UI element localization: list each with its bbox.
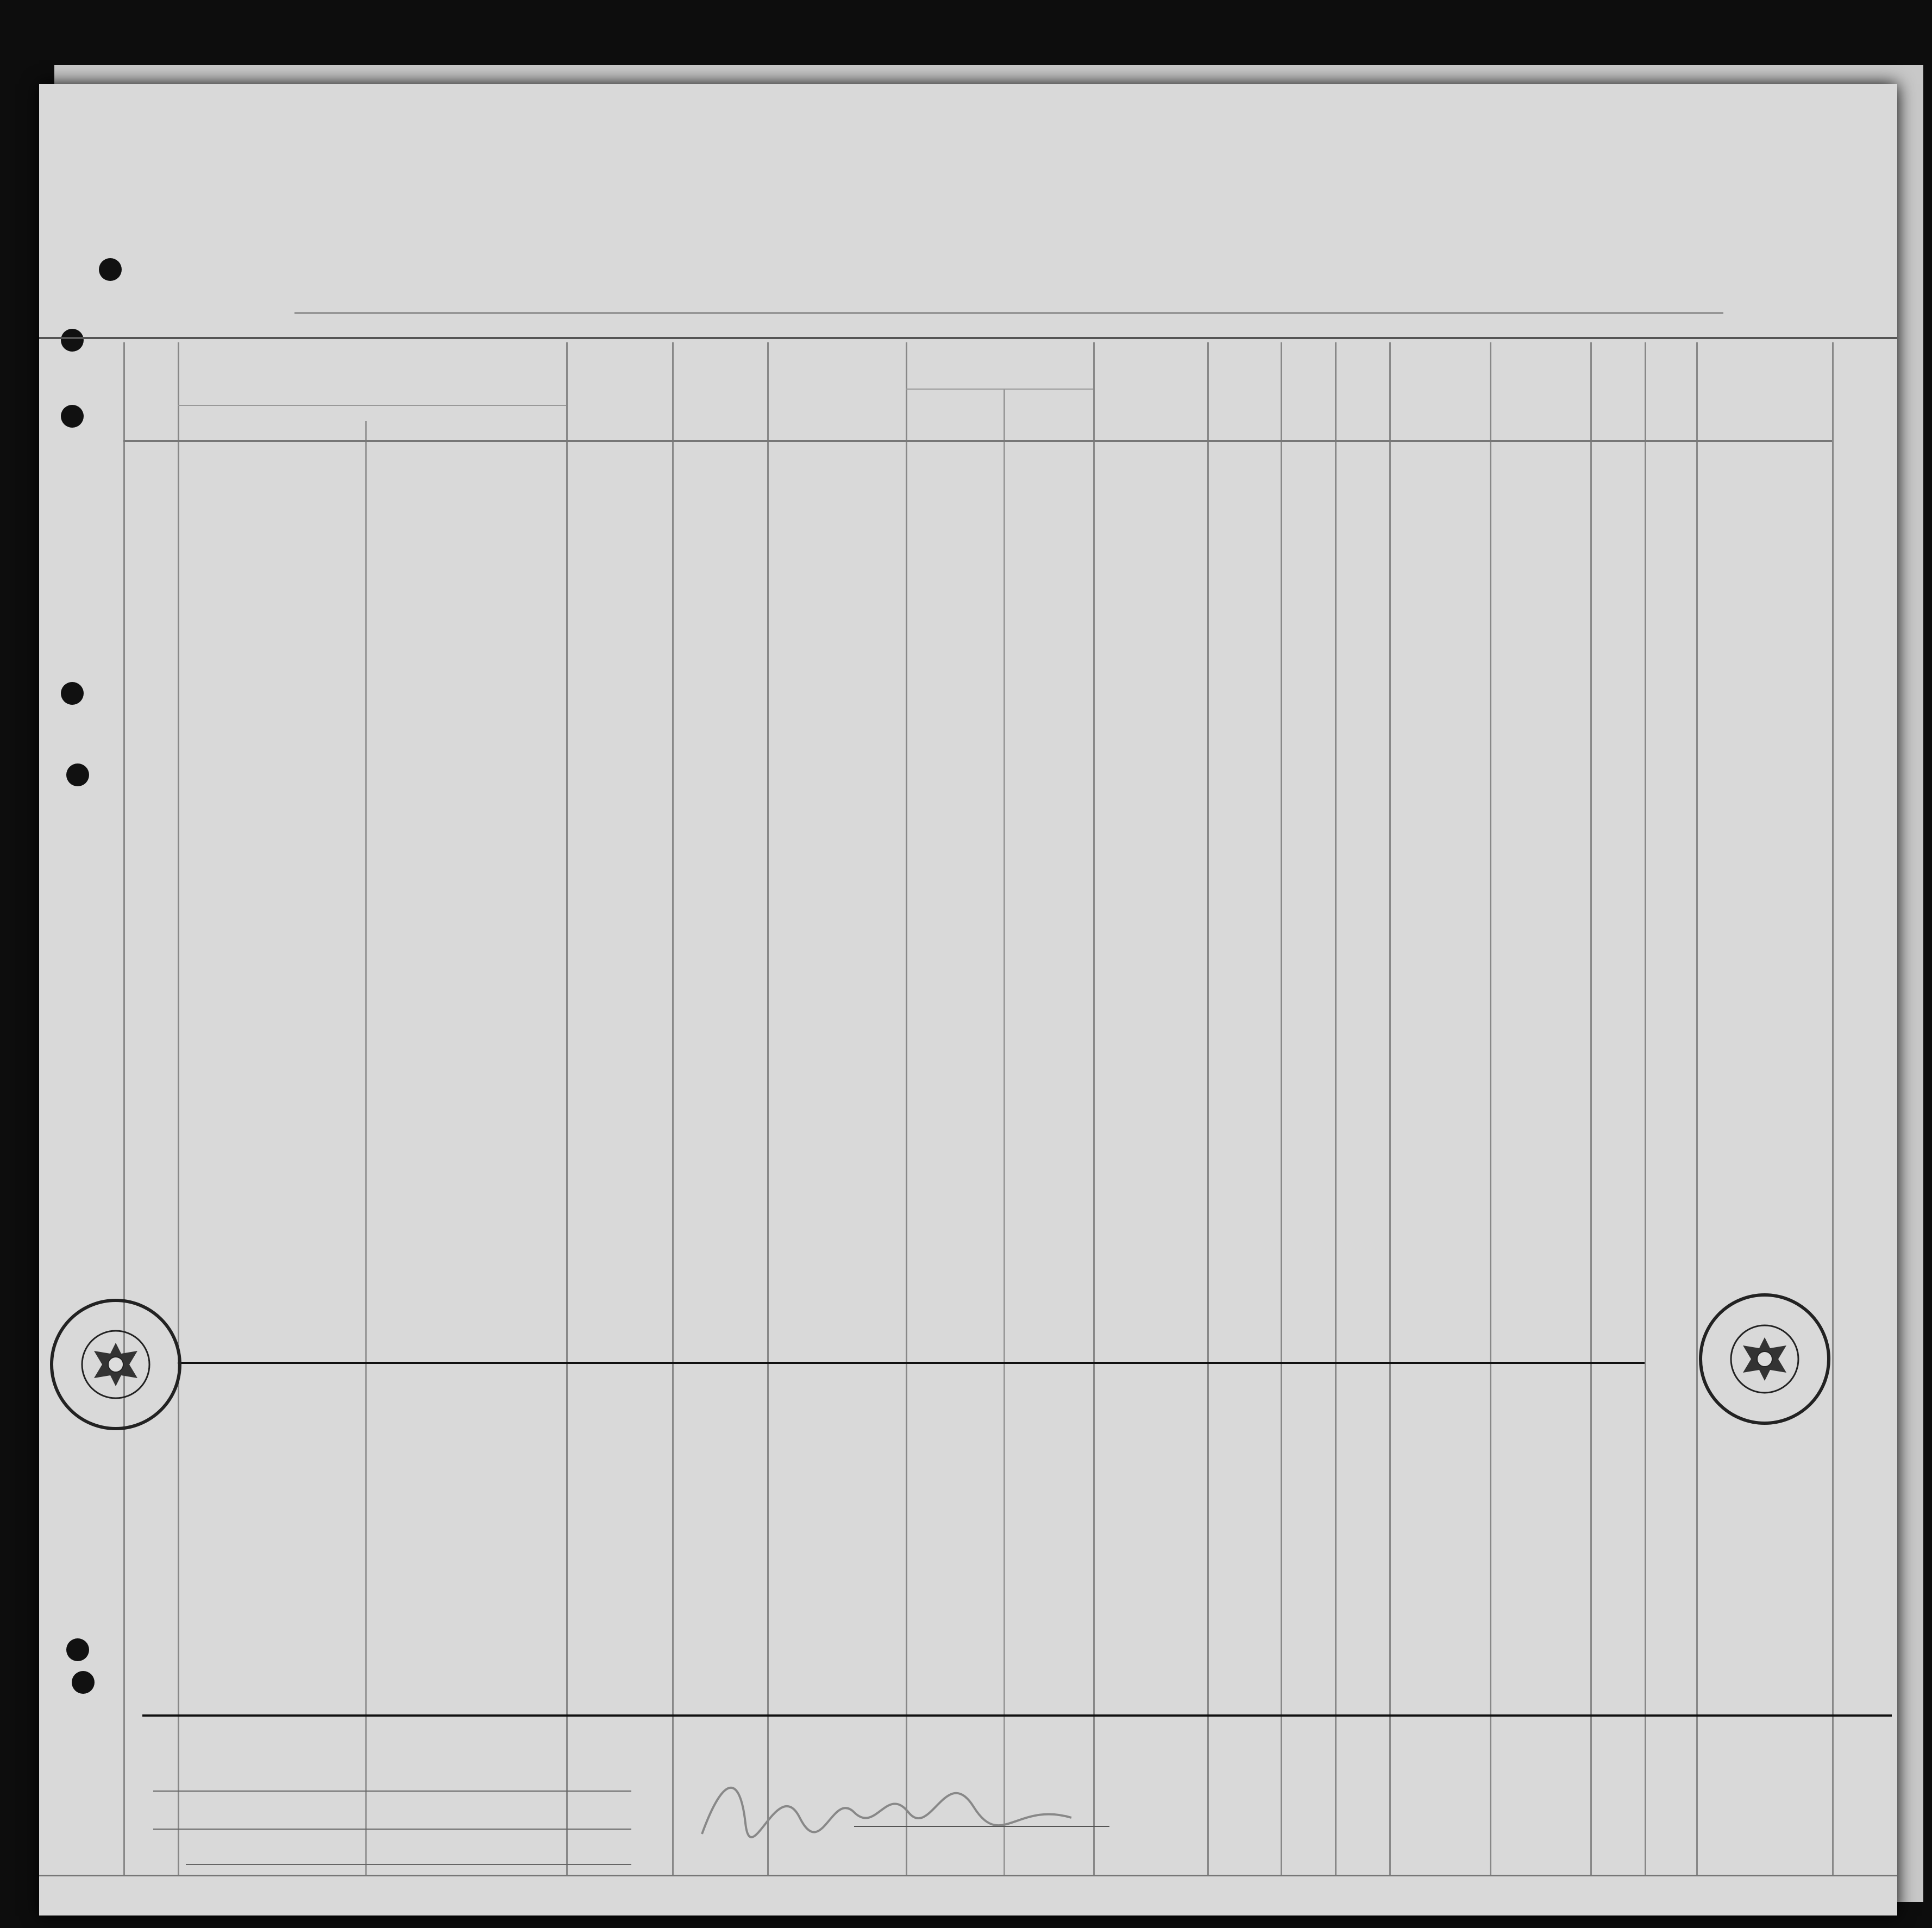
grid-line (1389, 342, 1391, 1875)
grid-line (906, 342, 907, 1875)
grid-line (1335, 342, 1337, 1875)
grid-line (365, 421, 367, 1875)
eagle-seal-icon (61, 1310, 170, 1419)
grid-line (1003, 389, 1005, 1875)
voyage-underline (294, 312, 1723, 314)
consulate-seal-left (50, 1299, 181, 1430)
strike-row-30 (142, 1714, 1892, 1717)
punch-hole (61, 329, 84, 352)
manifest-sheet (39, 84, 1897, 1916)
grid-line (767, 342, 769, 1875)
footer-underline (186, 1864, 631, 1865)
grid-line (178, 342, 179, 1875)
grid-line (1207, 342, 1209, 1875)
grid-line (1490, 342, 1491, 1875)
grid-line (123, 342, 125, 1875)
punch-hole (66, 763, 89, 786)
column-header-rule (123, 440, 1832, 442)
punch-hole (72, 1671, 95, 1694)
strike-row-22 (178, 1362, 1645, 1364)
name-divider (178, 405, 566, 406)
grid-line (566, 342, 568, 1875)
grid-line (1832, 342, 1834, 1875)
grid-line (1281, 342, 1282, 1875)
punch-hole (99, 258, 122, 281)
punch-hole (61, 682, 84, 705)
grid-line (1590, 342, 1592, 1875)
grid-line (1093, 342, 1095, 1875)
eagle-seal-icon (1710, 1305, 1819, 1413)
grid-line (1696, 342, 1698, 1875)
grid-line (1645, 342, 1646, 1875)
footer-underline (153, 1829, 631, 1830)
inspector-signature (691, 1742, 1099, 1850)
table-bottom-rule (39, 1875, 1897, 1876)
footer-underline (153, 1791, 631, 1792)
consulate-seal-right (1699, 1293, 1830, 1425)
inspector-line (854, 1826, 1109, 1827)
punch-hole (61, 405, 84, 428)
shipped-divider (906, 389, 1093, 390)
header-rule (39, 337, 1897, 339)
grid-line (672, 342, 674, 1875)
